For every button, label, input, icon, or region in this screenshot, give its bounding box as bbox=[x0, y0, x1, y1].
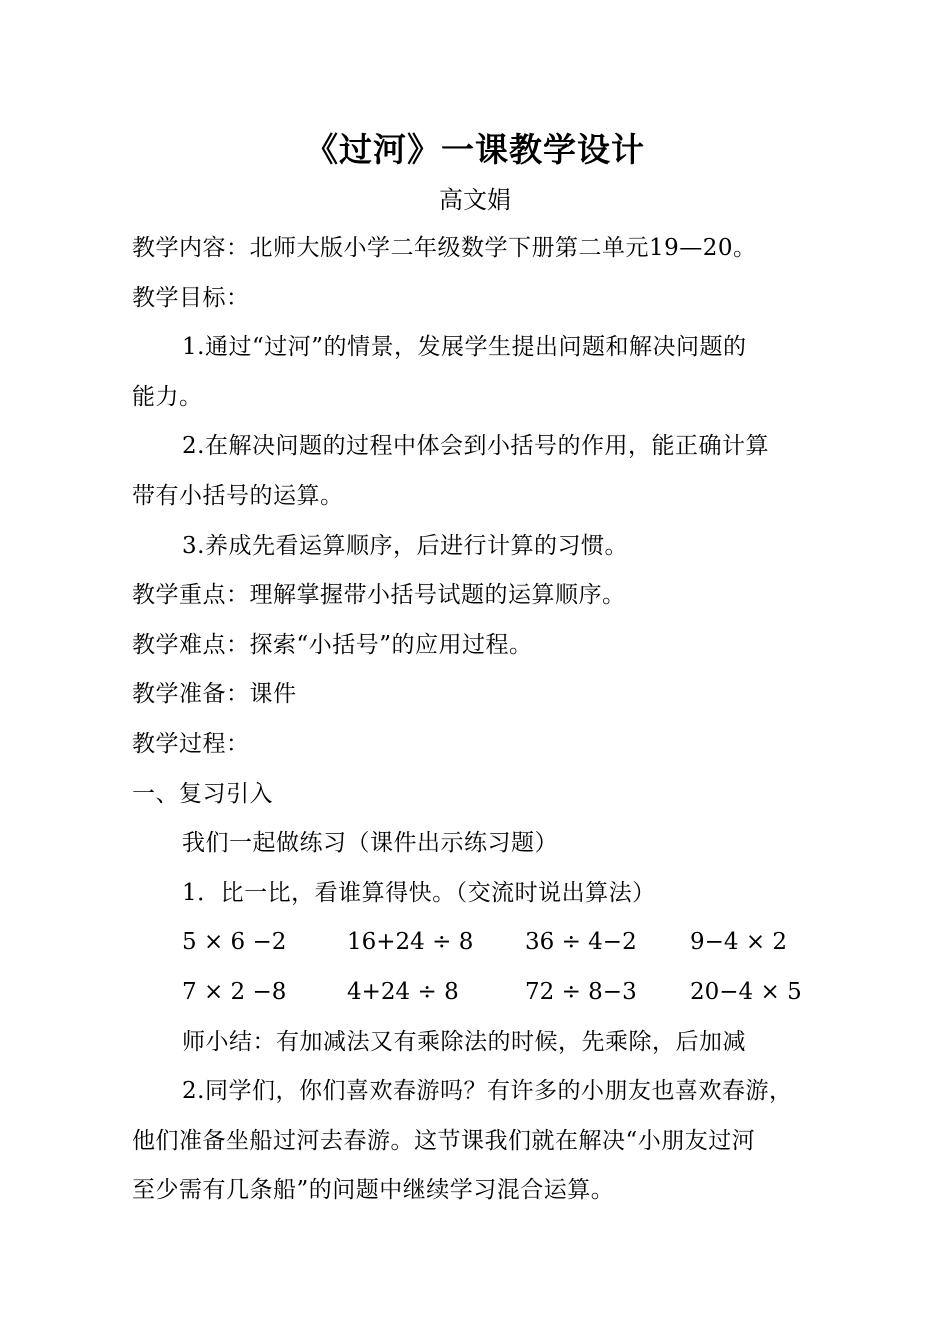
exercise-item: 36 ÷ 4−2 bbox=[525, 929, 637, 956]
practice-instruction: 1．比一比，看谁算得快。（交流时说出算法） bbox=[182, 879, 656, 906]
teaching-content: 教学内容：北师大版小学二年级数学下册第二单元19—20。 bbox=[132, 235, 757, 261]
teaching-key-point: 教学重点：理解掌握带小括号试题的运算顺序。 bbox=[132, 582, 626, 609]
exercise-item: 7 × 2 −8 bbox=[182, 978, 287, 1005]
exercise-item: 4+24 ÷ 8 bbox=[347, 978, 459, 1005]
document-title: 《过河》一课教学设计 bbox=[305, 130, 645, 169]
section-heading-review: 一、复习引入 bbox=[132, 780, 273, 807]
goal-2-continued: 带有小括号的运算。 bbox=[132, 482, 344, 509]
exercise-item: 9−4 × 2 bbox=[690, 929, 788, 956]
exercise-row-1 bbox=[132, 918, 832, 968]
exercise-item: 72 ÷ 8−3 bbox=[525, 978, 637, 1005]
goal-2: 2.在解决问题的过程中体会到小括号的作用，能正确计算 bbox=[182, 433, 769, 460]
teaching-preparation: 教学准备：课件 bbox=[132, 681, 297, 708]
goal-1-continued: 能力。 bbox=[132, 383, 203, 410]
exercise-item: 16+24 ÷ 8 bbox=[347, 929, 474, 956]
teacher-summary: 师小结：有加减法又有乘除法的时候，先乘除，后加减 bbox=[182, 1028, 746, 1055]
goal-1: 1.通过“过河”的情景，发展学生提出问题和解决问题的 bbox=[182, 334, 747, 361]
spring-outing-paragraph-continued: 他们准备坐船过河去春游。这节课我们就在解决“小朋友过河 bbox=[132, 1127, 756, 1154]
goal-3: 3.养成先看运算顺序，后进行计算的习惯。 bbox=[182, 532, 628, 559]
teaching-goals-heading: 教学目标： bbox=[132, 284, 250, 311]
exercise-row-2 bbox=[132, 968, 832, 1018]
teaching-process-heading: 教学过程： bbox=[132, 730, 250, 757]
spring-outing-paragraph: 2.同学们，你们喜欢春游吗？有许多的小朋友也喜欢春游， bbox=[182, 1078, 793, 1105]
document-author: 高文娟 bbox=[439, 186, 511, 214]
practice-intro: 我们一起做练习（课件出示练习题） bbox=[182, 830, 558, 857]
teaching-difficulty: 教学难点：探索“小括号”的应用过程。 bbox=[132, 631, 533, 658]
document-body bbox=[132, 224, 832, 1216]
exercise-item: 20−4 × 5 bbox=[690, 978, 802, 1005]
spring-outing-paragraph-end: 至少需有几条船”的问题中继续学习混合运算。 bbox=[132, 1177, 615, 1204]
exercise-item: 5 × 6 −2 bbox=[182, 929, 287, 956]
